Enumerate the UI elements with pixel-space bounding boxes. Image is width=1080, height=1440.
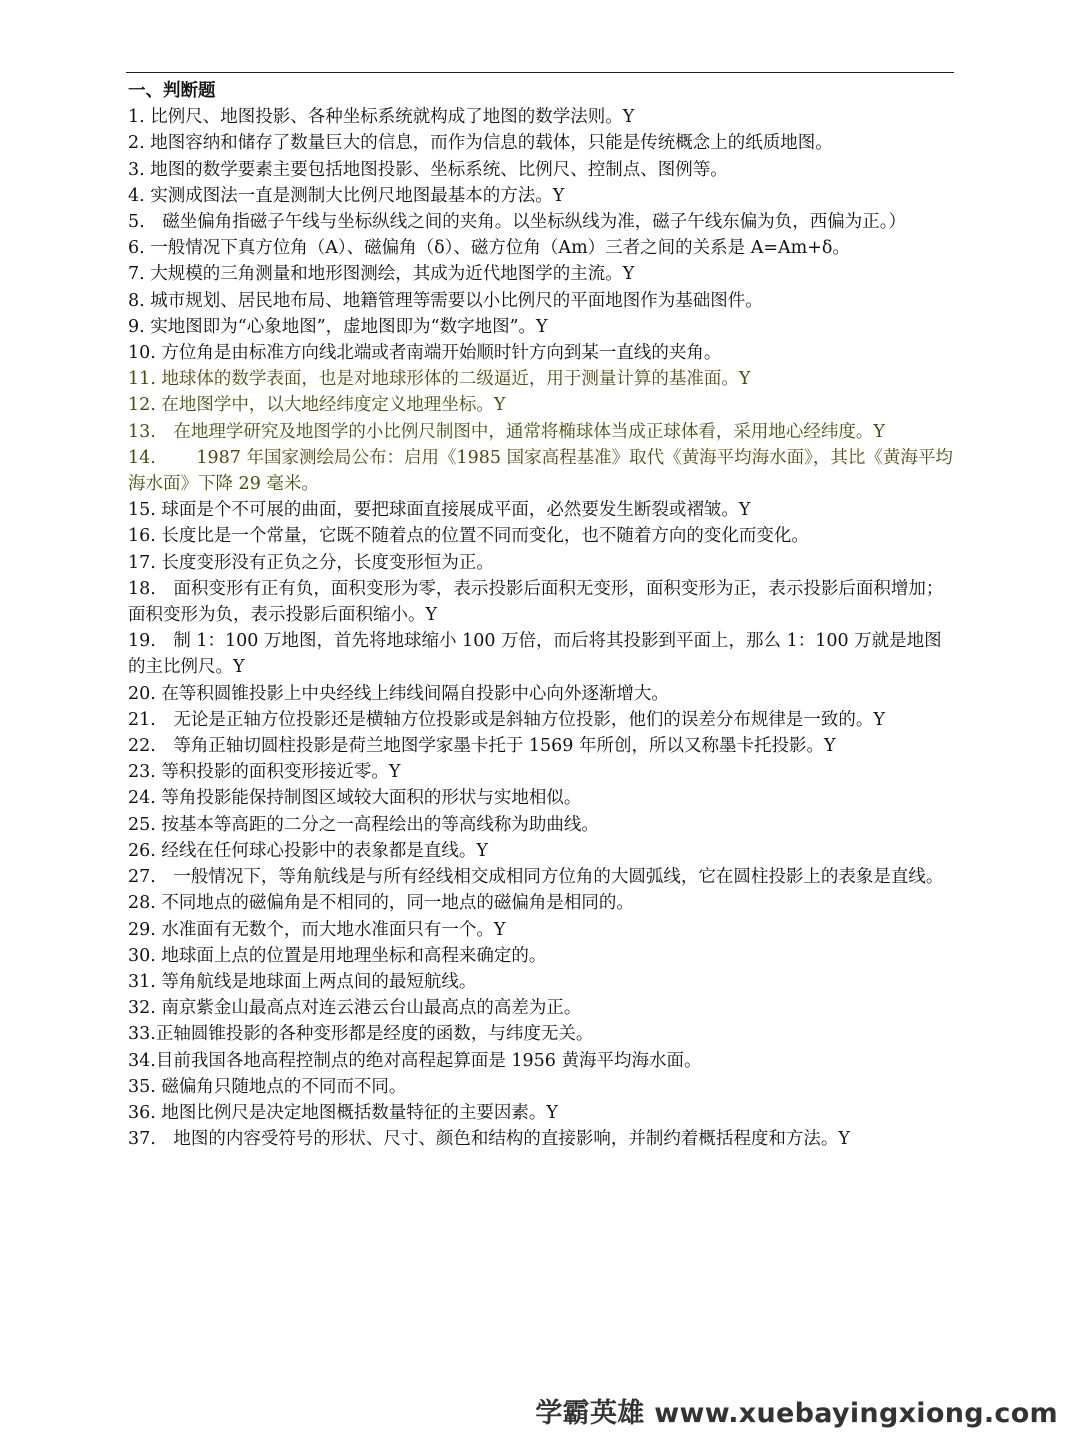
question-item: 3. 地图的数学要素主要包括地图投影、坐标系统、比例尺、控制点、图例等。 xyxy=(128,159,728,180)
question-item: 23. 等积投影的面积变形接近零。Y xyxy=(128,762,401,783)
question-item: 12. 在地图学中，以大地经纬度定义地理坐标。Y xyxy=(128,395,506,416)
question-list xyxy=(128,104,954,1152)
question-item: 26. 经线在任何球心投影中的表象都是直线。Y xyxy=(128,840,488,861)
question-item: 28. 不同地点的磁偏角是不相同的，同一地点的磁偏角是相同的。 xyxy=(128,893,634,914)
question-item: 18. 面积变形有正有负，面积变形为零，表示投影后面积无变形，面积变形为正，表示投影后面积增加；面积变形为负，表示投影后面积缩小。Y xyxy=(128,578,944,626)
question-item: 32. 南京紫金山最高点对连云港云台山最高点的高差为正。 xyxy=(128,998,582,1019)
question-item: 14. 1987 年国家测绘局公布：启用《1985 国家高程基准》取代《黄海平均海水面》，其比《黄海平均海水面》下降 29 毫米。 xyxy=(128,447,953,495)
question-item: 21. 无论是正轴方位投影还是横轴方位投影或是斜轴方位投影，他们的误差分布规律是一致的。Y xyxy=(128,709,885,730)
question-item: 4. 实测成图法一直是测制大比例尺地图最基本的方法。Y xyxy=(128,185,565,206)
question-item: 31. 等角航线是地球面上两点间的最短航线。 xyxy=(128,971,477,992)
document-body xyxy=(128,78,954,1152)
question-item: 19. 制 1：100 万地图，首先将地球缩小 100 万倍，而后将其投影到平面上，那么 1：100 万就是地图的主比例尺。Y xyxy=(128,631,942,678)
question-item: 6. 一般情况下真方位角（A）、磁偏角（δ）、磁方位角（Am）三者之间的关系是 A=Am+δ。 xyxy=(128,238,850,259)
question-item: 1. 比例尺、地图投影、各种坐标系统就构成了地图的数学法则。Y xyxy=(128,107,635,128)
section-title: 一、判断题 xyxy=(128,81,216,101)
question-item: 34.目前我国各地高程控制点的绝对高程起算面是 1956 黄海平均海水面。 xyxy=(128,1050,702,1071)
question-item: 10. 方位角是由标准方向线北端或者南端开始顺时针方向到某一直线的夹角。 xyxy=(128,343,722,364)
question-item: 35. 磁偏角只随地点的不同而不同。 xyxy=(128,1076,407,1097)
question-item: 8. 城市规划、居民地布局、地籍管理等需要以小比例尺的平面地图作为基础图件。 xyxy=(128,290,763,311)
question-item: 16. 长度比是一个常量，它既不随着点的位置不同而变化，也不随着方向的变化而变化。 xyxy=(128,526,809,547)
question-item: 36. 地图比例尺是决定地图概括数量特征的主要因素。Y xyxy=(128,1102,558,1123)
question-item: 15. 球面是个不可展的曲面，要把球面直接展成平面，必然要发生断裂或褶皱。Y xyxy=(128,500,751,521)
question-item: 27. 一般情况下，等角航线是与所有经线相交成相同方位角的大圆弧线，它在圆柱投影上的表象是直线。 xyxy=(128,867,944,888)
question-item: 29. 水准面有无数个，而大地水准面只有一个。Y xyxy=(128,919,506,940)
question-item: 33.正轴圆锥投影的各种变形都是经度的函数，与纬度无关。 xyxy=(128,1024,594,1045)
question-item: 20. 在等积圆锥投影上中央经线上纬线间隔自投影中心向外逐渐增大。 xyxy=(128,683,669,704)
header-rule xyxy=(126,72,954,73)
site-watermark: 学霸英雄 www.xuebayingxiong.com xyxy=(535,1398,1058,1429)
question-item: 24. 等角投影能保持制图区域较大面积的形状与实地相似。 xyxy=(128,788,582,809)
question-item: 22. 等角正轴切圆柱投影是荷兰地图学家墨卡托于 1569 年所创，所以又称墨卡托投影。Y xyxy=(128,736,836,757)
question-item: 7. 大规模的三角测量和地形图测绘，其成为近代地图学的主流。Y xyxy=(128,264,635,285)
question-item: 11. 地球体的数学表面，也是对地球形体的二级逼近，用于测量计算的基准面。Y xyxy=(128,369,751,390)
question-item: 25. 按基本等高距的二分之一高程绘出的等高线称为助曲线。 xyxy=(128,814,599,835)
question-item: 9. 实地图即为“心象地图”，虚地图即为“数字地图”。Y xyxy=(128,316,548,337)
question-item: 30. 地球面上点的位置是用地理坐标和高程来确定的。 xyxy=(128,945,547,966)
question-item: 13. 在地理学研究及地图学的小比例尺制图中，通常将椭球体当成正球体看，采用地心经纬度。Y xyxy=(128,421,885,442)
question-item: 5. 磁坐偏角指磁子午线与坐标纵线之间的夹角。以坐标纵线为准，磁子午线东偏为负，西偏为正。） xyxy=(128,212,906,233)
question-item: 2. 地图容纳和储存了数量巨大的信息，而作为信息的载体，只能是传统概念上的纸质地图。 xyxy=(128,133,833,154)
question-item: 37. 地图的内容受符号的形状、尺寸、颜色和结构的直接影响，并制约着概括程度和方法。Y xyxy=(128,1129,850,1150)
question-item: 17. 长度变形没有正负之分，长度变形恒为正。 xyxy=(128,552,494,573)
